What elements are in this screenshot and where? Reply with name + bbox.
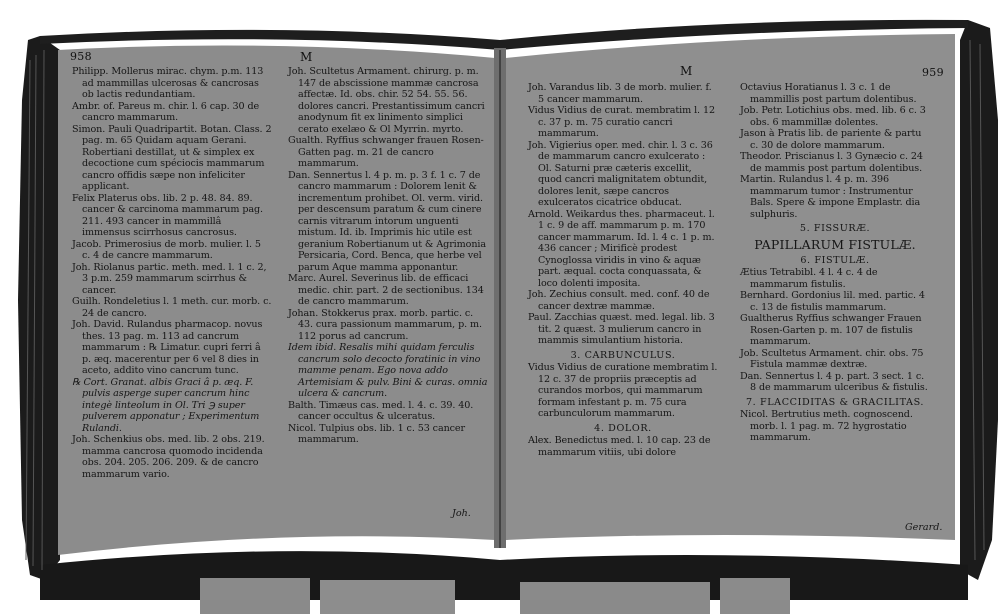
entry: Simon. Pauli Quadripartit. Botan. Class. 2 pag. m. 65 Quidam aquam Gerani. Robertiani destillat, ut & simplex ex decoctione cum spéciocis mammarum cancro offidis sæpe non infeliciter applicant. — [72, 123, 272, 192]
entry: Theodor. Priscianus l. 3 Gynæcio c. 24 de mammis post partum dolentibus. — [740, 151, 923, 174]
entry: Vidus Vidius de curatione membratim l. 12 c. 37 de propriis præceptis ad curandos morbos, qui mammarum formam infestant p. m. 75 cura carbunculorum mammarum. — [528, 362, 718, 419]
entry: Felix Platerus obs. lib. 2 p. 48. 84. 89. cancer & carcinoma mammarum pag. 211. 493 cancer in mammillâ immensus scirrhosus cancrosus. — [72, 192, 263, 238]
entry: Vidus Vidius de curat. membratim l. 12 c. 37 p. m. 75 curatio cancri mammarum. — [528, 105, 715, 139]
page-number-right: 959 — [922, 66, 944, 79]
section-heading-carbunculus: 3. CARBUNCULUS. — [570, 349, 676, 361]
catchword-left: Joh. — [452, 508, 471, 519]
entry: Octavius Horatianus l. 3 c. 1 de mammillis post partum dolentibus. — [740, 82, 917, 105]
section-heading-flacciditas: 7. FLACCIDITAS & GRACILITAS. — [745, 396, 925, 408]
entry: Martin. Rulandus l. 4 p. m. 396 mammarum tumor : Instrumentur Bals. Spere & impone Emplastr. dia sulphuris. — [740, 174, 921, 220]
entry: Dan. Sennertus l. 4 p. part. 3 sect. 1 c. 8 de mammarum ulceribus & fistulis. — [740, 370, 928, 393]
entry: Guilh. Rondeletius l. 1 meth. cur. morb. c. 24 de cancro. — [72, 296, 272, 319]
entry: Johan. Stokkerus prax. morb. partic. c. 43. cura passionum mammarum, p. m. 112 porus ad cancrum. — [288, 307, 482, 342]
entry: ℞ Cort. Granat. albis Graci â p. æq. F. pulvis asperge super cancrum hinc integè linteolum in Ol. Tri ℈ super pulverem apponatur ; Experimentum Rulandi. — [72, 376, 260, 434]
entry: Jason à Pratis lib. de pariente & partu c. 30 de dolore mammarum. — [740, 128, 922, 151]
entry: Dan. Sennertus l. 4 p. m. p. 3 f. 1 c. 7 de cancro mammarum : Dolorem lenit & incrementum prohibet. Ol. verm. virid. per descensum paratum & cum cinere carnis vitrarum intorum unguenti mistum. Id. ib. Imprimis hic utile est geranium Robertianum ut & Agrimonia Persicaria, Cord. Benca, que herbe vel parum Aque mamma apponantur. — [288, 169, 486, 273]
entry: Bernhard. Gordonius lil. med. partic. 4 c. 13 de fistulis mammarum. — [740, 290, 925, 313]
entry: Ambr. of. Pareus m. chir. l. 6 cap. 30 de cancro mammarum. — [72, 100, 260, 123]
entry: Joh. David. Rulandus pharmacop. novus thes. 13 pag. m. 113 ad cancrum mammarum : ℞ Limatur. cupri ferri â p. æq. macerentur per 6 vel 8 dies in aceto, addito vino cancrum tunc. — [72, 319, 263, 376]
running-head-right: M — [680, 64, 693, 78]
right-page-column-2 — [740, 82, 930, 444]
section-heading-fistulae: 6. FISTULÆ. — [800, 254, 870, 266]
entry: Job. Scultetus Armament. chir. obs. 75 Fistula mammæ dextræ. — [740, 347, 924, 370]
catchword-right: Gerard. — [905, 522, 943, 533]
entry: Ætius Tetrabibl. 4 l. 4 c. 4 de mammarum fistulis. — [740, 267, 878, 290]
entry: Gualth. Ryffius schwanger frauen Rosen-Gatten pag. m. 21 de cancro mammarum. — [288, 135, 484, 169]
entry: Marc. Aurel. Severinus lib. de efficaci medic. chir. part. 2 de sectionibus. 134 de cancro mammarum. — [288, 273, 484, 307]
entry: Jacob. Primerosius de morb. mulier. l. 5 c. 4 de cancre mammarum. — [72, 238, 261, 261]
entry: Joh. Vigierius oper. med. chir. l. 3 c. 36 de mammarum cancro exulcerato : Ol. Saturni præ cæteris excellit, quod cancri malignitatem obtundit, dolores lenit, sæpe cancros exulceratos cicatrice obducat. — [528, 139, 713, 208]
entry: Joh. Varandus lib. 3 de morb. mulier. f. 5 cancer mammarum. — [528, 82, 712, 105]
entry: Joh. Schenkius obs. med. lib. 2 obs. 219. mamma cancrosa quomodo incidenda obs. 204. 205. 206. 209. & de cancro mammarum vario. — [72, 434, 265, 480]
entry: Philipp. Mollerus mirac. chym. p.m. 113 ad mammillas ulcerosas & cancrosas ob lactis redundantiam. — [72, 66, 264, 100]
entry: Nicol. Bertrutius meth. cognoscend. morb. l. 1 pag. m. 72 hygrostatio mammarum. — [740, 409, 913, 443]
right-page-column-1 — [528, 82, 718, 458]
entry: Paul. Zacchias quæst. med. legal. lib. 3 tit. 2 quæst. 3 mulierum cancro in mammis simulantium historia. — [528, 312, 715, 346]
entry: Alex. Benedictus med. l. 10 cap. 23 de mammarum vitiis, ubi dolore — [528, 435, 711, 458]
entry: Joh. Riolanus partic. meth. med. l. 1 c. 2, 3 p.m. 259 mammarum scirrhus & cancer. — [72, 261, 267, 296]
section-heading-dolor: 4. DOLOR. — [594, 422, 652, 434]
entry: Joh. Zechius consult. med. conf. 40 de cancer dextræ mammæ. — [528, 289, 710, 312]
left-page-column-1 — [72, 66, 272, 480]
entry: Job. Petr. Lotichius obs. med. lib. 6 c. 3 obs. 6 mammillæ dolentes. — [740, 105, 926, 128]
section-heading-papillarum: PAPILLARUM FISTULÆ. — [754, 236, 916, 252]
left-page-column-2 — [288, 66, 488, 446]
entry: Arnold. Weikardus thes. pharmaceut. l. 1 c. 9 de aff. mammarum p. m. 170 cancer mammarum. Id. l. 4 c. 1 p. m. 436 cancer ; Mirificè prodest Cynoglossa viridis in vino & aquæ part. æqual. cocta conquassata, & loco dolenti imposita. — [528, 208, 715, 289]
page-number-left: 958 — [70, 50, 92, 63]
entry: Idem ibid. Resalis mihi quidam ferculis cancrum solo decocto foratinic in vino mamme penam. Ego nova addo Artemisiam & pulv. Bini & curas. omnia ulcera & cancrum. — [288, 342, 488, 399]
entry: Balth. Timæus cas. med. l. 4. c. 39. 40. cancer occultus & ulceratus. — [288, 399, 474, 422]
entry: Joh. Scultetus Armament. chirurg. p. m. 147 de abscissione mammæ cancrosa affectæ. Id. obs. chir. 52 54. 55. 56. dolores cancri. Prestantissimum cancri anodynum fit ex linimento simplici cerato exelæo & Ol Myrrin. myrto. — [288, 66, 485, 135]
entry: Gualtherus Ryffius schwanger Frauen Rosen-Garten p. m. 107 de fistulis mammarum. — [740, 313, 922, 347]
section-heading-fissurae: 5. FISSURÆ. — [799, 223, 871, 234]
running-head-left: M — [300, 50, 313, 64]
entry: Nicol. Tulpius obs. lib. 1 c. 53 cancer mammarum. — [288, 422, 465, 445]
